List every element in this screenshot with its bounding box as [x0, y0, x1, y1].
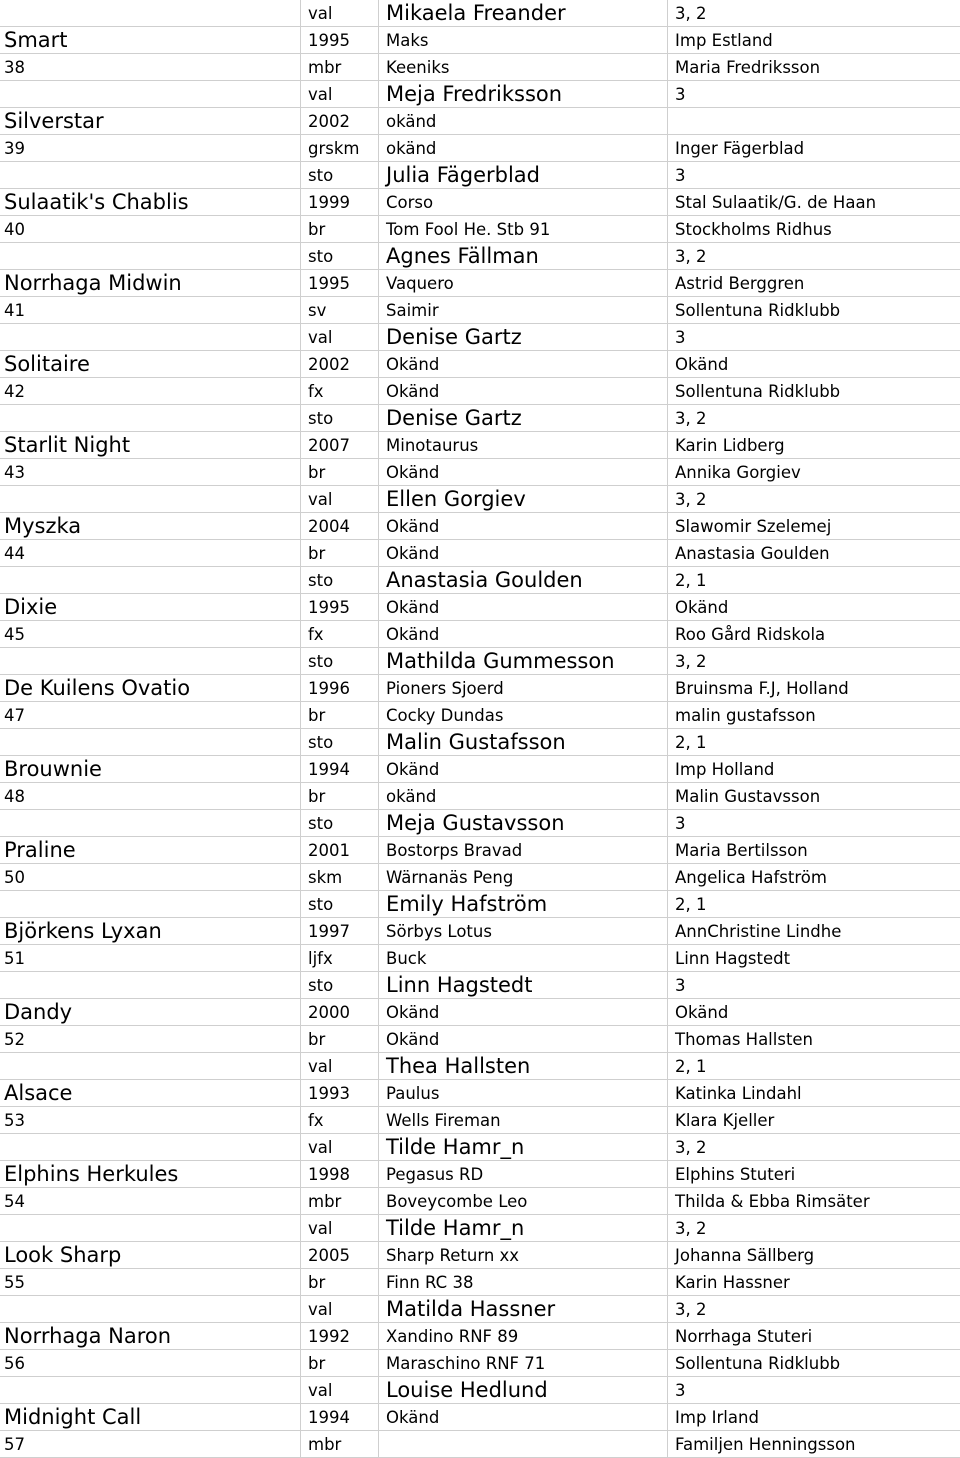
dam-sire-name: Saimir: [378, 297, 667, 323]
start-number-row: [0, 1188, 960, 1215]
rider-row: [0, 567, 960, 594]
birth-year: 2001: [300, 837, 378, 863]
horse-sex: br: [300, 459, 378, 485]
rider-name: Denise Gartz: [378, 324, 667, 350]
dam-sire-name: Boveycombe Leo: [378, 1188, 667, 1214]
breeder-name: Stal Sulaatik/G. de Haan: [667, 189, 960, 215]
owner-name: Inger Fägerblad: [667, 135, 960, 161]
rider-horse-sex: val: [300, 1053, 378, 1079]
owner-name: Sollentuna Ridklubb: [667, 1350, 960, 1376]
empty-cell: [0, 243, 300, 269]
horse-name-row: [0, 675, 960, 702]
sire-name: Sörbys Lotus: [378, 918, 667, 944]
rider-horse-sex: val: [300, 1215, 378, 1241]
rider-horse-sex: val: [300, 1377, 378, 1403]
start-number: 42: [4, 382, 25, 401]
birth-year: 1995: [300, 27, 378, 53]
rider-row: [0, 891, 960, 918]
start-number-row: [0, 297, 960, 324]
horse-sex: br: [300, 702, 378, 728]
empty-cell: [0, 81, 300, 107]
breeder-name: Imp Holland: [667, 756, 960, 782]
sire-name: Maks: [378, 27, 667, 53]
birth-year: 1993: [300, 1080, 378, 1106]
class-value: 3: [667, 162, 960, 188]
horse-sex: br: [300, 1350, 378, 1376]
breeder-name: Okänd: [667, 351, 960, 377]
rider-row: [0, 729, 960, 756]
rider-name: Agnes Fällman: [378, 243, 667, 269]
rider-row: [0, 162, 960, 189]
horse-name-row: [0, 270, 960, 297]
start-number: 51: [4, 949, 25, 968]
start-number-row: [0, 216, 960, 243]
start-number: 57: [4, 1435, 25, 1454]
sire-name: Okänd: [378, 513, 667, 539]
start-number: 50: [4, 868, 25, 887]
horse-name: Praline: [4, 838, 76, 862]
start-number-row: [0, 783, 960, 810]
horse-name-row: [0, 756, 960, 783]
empty-cell: [0, 1053, 300, 1079]
empty-cell: [0, 1377, 300, 1403]
breeder-name: Maria Bertilsson: [667, 837, 960, 863]
horse-name-row: [0, 594, 960, 621]
rider-name: Mikaela Freander: [378, 0, 667, 26]
empty-cell: [0, 972, 300, 998]
start-number-row: [0, 54, 960, 81]
sire-name: Pioners Sjoerd: [378, 675, 667, 701]
horse-name-row: [0, 27, 960, 54]
birth-year: 2002: [300, 351, 378, 377]
birth-year: 1995: [300, 270, 378, 296]
horse-name-row: [0, 108, 960, 135]
breeder-name: Okänd: [667, 999, 960, 1025]
owner-name: Linn Hagstedt: [667, 945, 960, 971]
dam-sire-name: Tom Fool He. Stb 91: [378, 216, 667, 242]
empty-cell: [0, 729, 300, 755]
horse-name: Myszka: [4, 514, 82, 538]
rider-name: Ellen Gorgiev: [378, 486, 667, 512]
empty-cell: [0, 405, 300, 431]
horse-name-row: [0, 1080, 960, 1107]
horse-sex: fx: [300, 1107, 378, 1133]
rider-row: [0, 972, 960, 999]
rider-name: Louise Hedlund: [378, 1377, 667, 1403]
dam-sire-name: Wells Fireman: [378, 1107, 667, 1133]
horse-name-row: [0, 918, 960, 945]
rider-row: [0, 1296, 960, 1323]
owner-name: Klara Kjeller: [667, 1107, 960, 1133]
horse-name-row: [0, 189, 960, 216]
start-number-row: [0, 459, 960, 486]
rider-horse-sex: sto: [300, 405, 378, 431]
rider-horse-sex: val: [300, 0, 378, 26]
horse-name: Midnight Call: [4, 1405, 142, 1429]
class-value: 3, 2: [667, 648, 960, 674]
start-number-row: [0, 621, 960, 648]
sire-name: Bostorps Bravad: [378, 837, 667, 863]
horse-name-row: [0, 1242, 960, 1269]
dam-sire-name: Cocky Dundas: [378, 702, 667, 728]
birth-year: 1995: [300, 594, 378, 620]
start-number: 44: [4, 544, 25, 563]
rider-horse-sex: sto: [300, 810, 378, 836]
class-value: 3: [667, 81, 960, 107]
rider-name: Denise Gartz: [378, 405, 667, 431]
start-number-row: [0, 702, 960, 729]
birth-year: 1999: [300, 189, 378, 215]
empty-cell: [0, 162, 300, 188]
sire-name: Okänd: [378, 351, 667, 377]
rider-row: [0, 1377, 960, 1404]
horse-sex: br: [300, 1026, 378, 1052]
rider-name: Thea Hallsten: [378, 1053, 667, 1079]
dam-sire-name: Okänd: [378, 459, 667, 485]
horse-name: Solitaire: [4, 352, 90, 376]
rider-horse-sex: sto: [300, 648, 378, 674]
class-value: 3, 2: [667, 243, 960, 269]
rider-row: [0, 1215, 960, 1242]
empty-cell: [0, 810, 300, 836]
empty-cell: [0, 486, 300, 512]
horse-name: Elphins Herkules: [4, 1162, 179, 1186]
start-number-row: [0, 135, 960, 162]
horse-name-row: [0, 837, 960, 864]
class-value: 3, 2: [667, 1215, 960, 1241]
breeder-name: AnnChristine Lindhe: [667, 918, 960, 944]
class-value: 3: [667, 810, 960, 836]
rider-name: Anastasia Goulden: [378, 567, 667, 593]
birth-year: 1994: [300, 1404, 378, 1430]
dam-sire-name: Okänd: [378, 540, 667, 566]
rider-horse-sex: val: [300, 324, 378, 350]
owner-name: Malin Gustavsson: [667, 783, 960, 809]
sire-name: Pegasus RD: [378, 1161, 667, 1187]
start-number: 56: [4, 1354, 25, 1373]
birth-year: 2000: [300, 999, 378, 1025]
empty-cell: [0, 324, 300, 350]
rider-row: [0, 1053, 960, 1080]
sire-name: okänd: [378, 108, 667, 134]
rider-horse-sex: sto: [300, 891, 378, 917]
class-value: 3, 2: [667, 486, 960, 512]
class-value: 3, 2: [667, 1134, 960, 1160]
start-number: 55: [4, 1273, 25, 1292]
class-value: 3, 2: [667, 0, 960, 26]
start-number-row: [0, 864, 960, 891]
start-number-row: [0, 1026, 960, 1053]
class-value: 3, 2: [667, 405, 960, 431]
start-number: 39: [4, 139, 25, 158]
class-value: 3, 2: [667, 1296, 960, 1322]
rider-name: Meja Gustavsson: [378, 810, 667, 836]
breeder-name: Karin Lidberg: [667, 432, 960, 458]
dam-sire-name: Finn RC 38: [378, 1269, 667, 1295]
start-number: 38: [4, 58, 25, 77]
rider-row: [0, 1134, 960, 1161]
owner-name: Stockholms Ridhus: [667, 216, 960, 242]
class-value: 2, 1: [667, 1053, 960, 1079]
dam-sire-name: Maraschino RNF 71: [378, 1350, 667, 1376]
sire-name: Xandino RNF 89: [378, 1323, 667, 1349]
owner-name: Thomas Hallsten: [667, 1026, 960, 1052]
birth-year: 2004: [300, 513, 378, 539]
horse-name: Starlit Night: [4, 433, 131, 457]
horse-sex: mbr: [300, 1188, 378, 1214]
horse-name-row: [0, 351, 960, 378]
horse-name-row: [0, 1323, 960, 1350]
class-value: 3: [667, 972, 960, 998]
dam-sire-name: Wärnanäs Peng: [378, 864, 667, 890]
owner-name: Karin Hassner: [667, 1269, 960, 1295]
owner-name: Roo Gård Ridskola: [667, 621, 960, 647]
rider-row: [0, 0, 960, 27]
horse-sex: fx: [300, 378, 378, 404]
horse-name: Smart: [4, 28, 68, 52]
class-value: 3: [667, 324, 960, 350]
start-number: 43: [4, 463, 25, 482]
rider-name: Meja Fredriksson: [378, 81, 667, 107]
breeder-name: Johanna Sällberg: [667, 1242, 960, 1268]
rider-horse-sex: val: [300, 1296, 378, 1322]
start-number: 45: [4, 625, 25, 644]
horse-name: Alsace: [4, 1081, 73, 1105]
horse-name: Look Sharp: [4, 1243, 122, 1267]
horse-name-row: [0, 999, 960, 1026]
horse-name: Silverstar: [4, 109, 104, 133]
start-number: 53: [4, 1111, 25, 1130]
dam-sire-name: Okänd: [378, 1026, 667, 1052]
owner-name: Thilda & Ebba Rimsäter: [667, 1188, 960, 1214]
owner-name: Sollentuna Ridklubb: [667, 378, 960, 404]
horse-name: Björkens Lyxan: [4, 919, 162, 943]
owner-name: Sollentuna Ridklubb: [667, 297, 960, 323]
rider-horse-sex: sto: [300, 243, 378, 269]
dam-sire-name: Okänd: [378, 621, 667, 647]
rider-row: [0, 648, 960, 675]
rider-name: Emily Hafström: [378, 891, 667, 917]
rider-name: Linn Hagstedt: [378, 972, 667, 998]
empty-cell: [0, 648, 300, 674]
horse-name-row: [0, 432, 960, 459]
rider-horse-sex: sto: [300, 729, 378, 755]
rider-horse-sex: val: [300, 486, 378, 512]
dam-sire-name: [378, 1431, 667, 1457]
breeder-name: Slawomir Szelemej: [667, 513, 960, 539]
sire-name: Okänd: [378, 1404, 667, 1430]
class-value: 3: [667, 1377, 960, 1403]
rider-name: Julia Fägerblad: [378, 162, 667, 188]
rider-row: [0, 324, 960, 351]
sire-name: Okänd: [378, 999, 667, 1025]
birth-year: 1992: [300, 1323, 378, 1349]
birth-year: 1994: [300, 756, 378, 782]
breeder-name: Astrid Berggren: [667, 270, 960, 296]
dam-sire-name: Buck: [378, 945, 667, 971]
horse-name: Norrhaga Naron: [4, 1324, 172, 1348]
sire-name: Okänd: [378, 756, 667, 782]
sire-name: Minotaurus: [378, 432, 667, 458]
rider-name: Malin Gustafsson: [378, 729, 667, 755]
start-number-row: [0, 1350, 960, 1377]
rider-horse-sex: sto: [300, 162, 378, 188]
start-number-row: [0, 1431, 960, 1458]
horse-sex: sv: [300, 297, 378, 323]
empty-cell: [0, 0, 300, 26]
breeder-name: Imp Irland: [667, 1404, 960, 1430]
breeder-name: Katinka Lindahl: [667, 1080, 960, 1106]
start-number: 48: [4, 787, 25, 806]
breeder-name: Bruinsma F.J, Holland: [667, 675, 960, 701]
empty-cell: [0, 1134, 300, 1160]
start-number-row: [0, 1107, 960, 1134]
rider-horse-sex: val: [300, 1134, 378, 1160]
empty-cell: [0, 1296, 300, 1322]
horse-name: De Kuilens Ovatio: [4, 676, 191, 700]
start-number-row: [0, 540, 960, 567]
breeder-name: [667, 108, 960, 134]
rider-row: [0, 243, 960, 270]
start-number: 40: [4, 220, 25, 239]
start-number: 54: [4, 1192, 25, 1211]
owner-name: Angelica Hafström: [667, 864, 960, 890]
birth-year: 2005: [300, 1242, 378, 1268]
dam-sire-name: okänd: [378, 135, 667, 161]
rider-row: [0, 486, 960, 513]
breeder-name: Imp Estland: [667, 27, 960, 53]
rider-horse-sex: sto: [300, 972, 378, 998]
rider-horse-sex: sto: [300, 567, 378, 593]
horse-sex: br: [300, 540, 378, 566]
horse-sex: mbr: [300, 54, 378, 80]
rider-row: [0, 810, 960, 837]
sire-name: Okänd: [378, 594, 667, 620]
dam-sire-name: okänd: [378, 783, 667, 809]
horse-name: Norrhaga Midwin: [4, 271, 182, 295]
birth-year: 1998: [300, 1161, 378, 1187]
sire-name: Paulus: [378, 1080, 667, 1106]
start-number: 47: [4, 706, 25, 725]
rider-name: Matilda Hassner: [378, 1296, 667, 1322]
owner-name: malin gustafsson: [667, 702, 960, 728]
rider-name: Tilde Hamr_n: [378, 1134, 667, 1160]
rider-name: Mathilda Gummesson: [378, 648, 667, 674]
class-value: 2, 1: [667, 729, 960, 755]
owner-name: Maria Fredriksson: [667, 54, 960, 80]
rider-row: [0, 81, 960, 108]
breeder-name: Elphins Stuteri: [667, 1161, 960, 1187]
horse-name: Brouwnie: [4, 757, 102, 781]
horse-name-row: [0, 1161, 960, 1188]
sire-name: Corso: [378, 189, 667, 215]
owner-name: Anastasia Goulden: [667, 540, 960, 566]
owner-name: Annika Gorgiev: [667, 459, 960, 485]
start-number-row: [0, 1269, 960, 1296]
start-number: 52: [4, 1030, 25, 1049]
horse-sex: br: [300, 216, 378, 242]
empty-cell: [0, 1215, 300, 1241]
start-number-row: [0, 378, 960, 405]
horse-sex: fx: [300, 621, 378, 647]
horse-sex: ljfx: [300, 945, 378, 971]
birth-year: 1996: [300, 675, 378, 701]
sire-name: Vaquero: [378, 270, 667, 296]
breeder-name: Okänd: [667, 594, 960, 620]
sire-name: Sharp Return xx: [378, 1242, 667, 1268]
rider-horse-sex: val: [300, 81, 378, 107]
birth-year: 2007: [300, 432, 378, 458]
start-number: 41: [4, 301, 25, 320]
empty-cell: [0, 567, 300, 593]
horse-name: Dandy: [4, 1000, 73, 1024]
rider-name: Tilde Hamr_n: [378, 1215, 667, 1241]
horse-sex: skm: [300, 864, 378, 890]
horse-sex: br: [300, 783, 378, 809]
birth-year: 2002: [300, 108, 378, 134]
horse-sex: mbr: [300, 1431, 378, 1457]
horse-name-row: [0, 1404, 960, 1431]
dam-sire-name: Okänd: [378, 378, 667, 404]
empty-cell: [0, 891, 300, 917]
start-number-row: [0, 945, 960, 972]
horse-sex: grskm: [300, 135, 378, 161]
owner-name: Familjen Henningsson: [667, 1431, 960, 1457]
dam-sire-name: Keeniks: [378, 54, 667, 80]
breeder-name: Norrhaga Stuteri: [667, 1323, 960, 1349]
class-value: 2, 1: [667, 567, 960, 593]
horse-sex: br: [300, 1269, 378, 1295]
horse-name: Dixie: [4, 595, 58, 619]
horse-name-row: [0, 513, 960, 540]
horse-name: Sulaatik's Chablis: [4, 190, 189, 214]
class-value: 2, 1: [667, 891, 960, 917]
rider-row: [0, 405, 960, 432]
birth-year: 1997: [300, 918, 378, 944]
